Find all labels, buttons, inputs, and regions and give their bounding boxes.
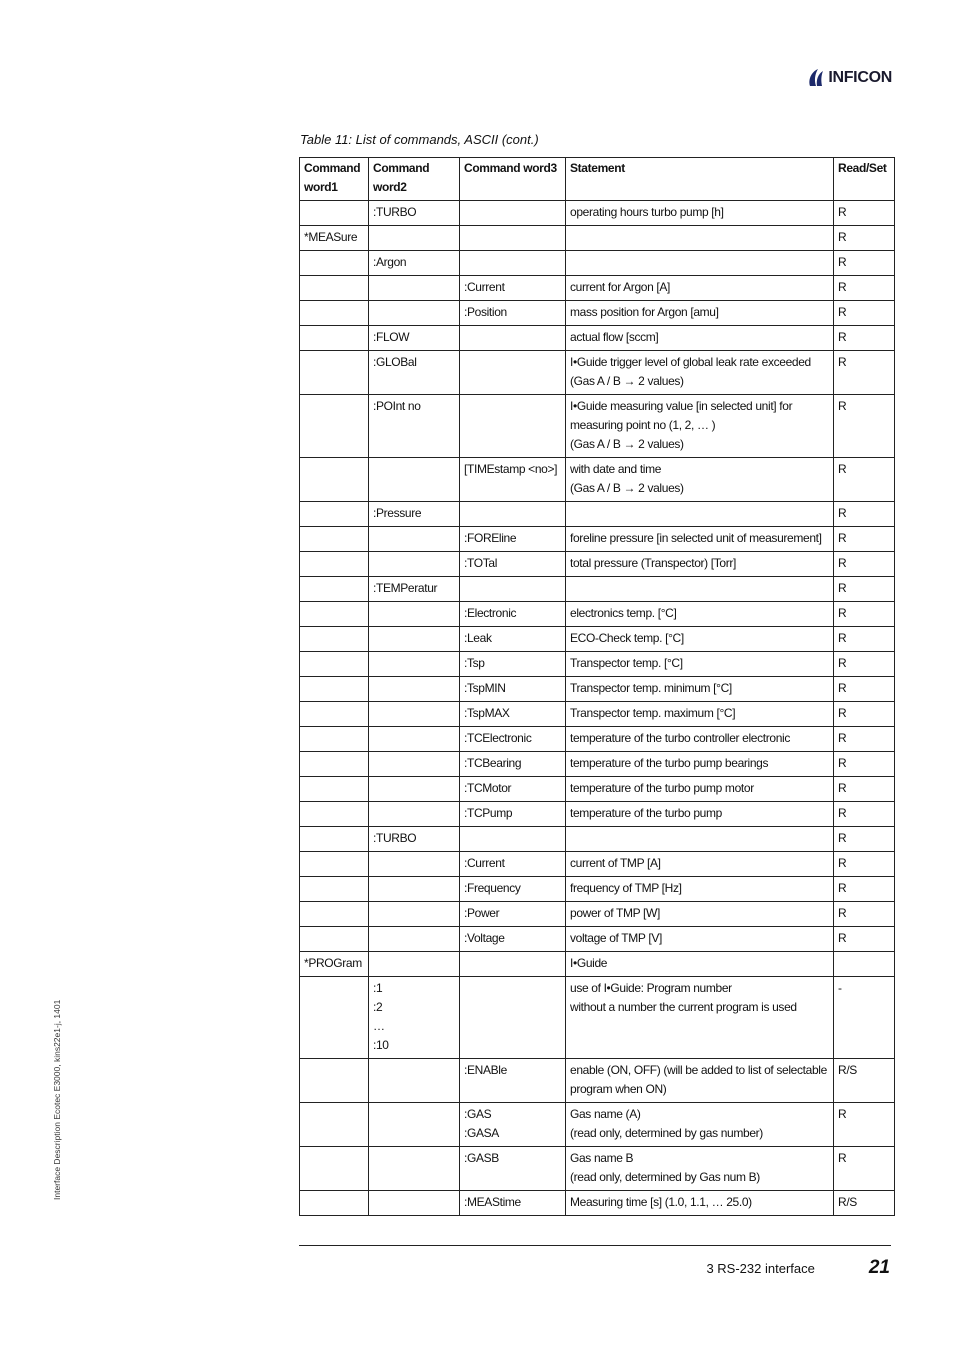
table-cell: :Position [460, 301, 566, 326]
brand-name: INFICON [828, 69, 892, 86]
table-cell [369, 1191, 460, 1216]
table-cell [369, 301, 460, 326]
table-cell: - [834, 977, 895, 1059]
table-cell: :TCPump [460, 802, 566, 827]
table-cell [460, 226, 566, 251]
table-cell: :GLOBal [369, 351, 460, 395]
table-cell [300, 702, 369, 727]
table-cell [369, 552, 460, 577]
table-cell [369, 952, 460, 977]
inficon-logo-icon [806, 66, 826, 90]
table-cell [300, 602, 369, 627]
table-cell: I•Guide [566, 952, 834, 977]
table-cell: R [834, 458, 895, 502]
table-cell: R [834, 827, 895, 852]
table-cell: R [834, 802, 895, 827]
table-cell: ECO-Check temp. [°C] [566, 627, 834, 652]
table-row [300, 827, 895, 852]
table-cell: with date and time (Gas A / B → 2 values) [566, 458, 834, 502]
table-row [300, 602, 895, 627]
table-cell [300, 577, 369, 602]
table-row [300, 877, 895, 902]
table-cell [460, 201, 566, 226]
table-row [300, 502, 895, 527]
table-cell: Measuring time [s] (1.0, 1.1, … 25.0) [566, 1191, 834, 1216]
table-cell: temperature of the turbo pump [566, 802, 834, 827]
table-cell: *PROGram [300, 952, 369, 977]
table-cell: R [834, 752, 895, 777]
table-row [300, 1147, 895, 1191]
table-cell: :GAS :GASA [460, 1103, 566, 1147]
table-cell: Transpector temp. minimum [°C] [566, 677, 834, 702]
table-cell: R [834, 1147, 895, 1191]
table-cell: :TCBearing [460, 752, 566, 777]
table-cell [300, 527, 369, 552]
table-cell [460, 977, 566, 1059]
table-cell: R [834, 852, 895, 877]
table-cell: :FLOW [369, 326, 460, 351]
table-cell [460, 351, 566, 395]
table-cell [300, 251, 369, 276]
table-cell: :TURBO [369, 201, 460, 226]
table-cell [300, 552, 369, 577]
table-cell [369, 1059, 460, 1103]
table-cell [460, 577, 566, 602]
table-cell: R [834, 577, 895, 602]
table-caption: Table 11: List of commands, ASCII (cont.) [300, 132, 539, 147]
table-cell: :FOREline [460, 527, 566, 552]
column-header: Command word3 [460, 158, 566, 201]
table-row [300, 727, 895, 752]
table-row [300, 627, 895, 652]
table-cell [300, 852, 369, 877]
table-cell [460, 326, 566, 351]
table-cell: :Current [460, 852, 566, 877]
table-row [300, 977, 895, 1059]
table-cell [369, 852, 460, 877]
table-cell: temperature of the turbo controller electronic [566, 727, 834, 752]
table-cell [300, 827, 369, 852]
table-cell: foreline pressure [in selected unit of measurement] [566, 527, 834, 552]
table-cell [369, 627, 460, 652]
table-cell [369, 1147, 460, 1191]
table-cell: :ENABle [460, 1059, 566, 1103]
table-cell: :Pressure [369, 502, 460, 527]
table-cell: :Voltage [460, 927, 566, 952]
table-cell [300, 902, 369, 927]
table-row [300, 1191, 895, 1216]
table-row [300, 201, 895, 226]
table-cell: R [834, 927, 895, 952]
table-cell: R [834, 226, 895, 251]
table-cell [566, 226, 834, 251]
table-cell [460, 251, 566, 276]
table-row [300, 351, 895, 395]
table-cell: power of TMP [W] [566, 902, 834, 927]
table-cell: R/S [834, 1191, 895, 1216]
table-row [300, 702, 895, 727]
table-row [300, 395, 895, 458]
table-cell [300, 727, 369, 752]
table-row [300, 527, 895, 552]
table-row [300, 276, 895, 301]
table-cell: temperature of the turbo pump motor [566, 777, 834, 802]
table-body [300, 201, 895, 1216]
table-cell [369, 527, 460, 552]
table-cell: [TIMEstamp <no>] [460, 458, 566, 502]
commands-table [299, 157, 895, 1216]
table-cell: R [834, 602, 895, 627]
table-cell [300, 1191, 369, 1216]
table-cell [369, 777, 460, 802]
table-cell: current of TMP [A] [566, 852, 834, 877]
table-cell: Transpector temp. maximum [°C] [566, 702, 834, 727]
table-cell: :TURBO [369, 827, 460, 852]
table-row [300, 301, 895, 326]
table-row [300, 1103, 895, 1147]
table-cell: :POInt no [369, 395, 460, 458]
table-cell: :Power [460, 902, 566, 927]
table-cell: R/S [834, 1059, 895, 1103]
table-cell: :Argon [369, 251, 460, 276]
table-cell: electronics temp. [°C] [566, 602, 834, 627]
table-cell [300, 802, 369, 827]
table-row [300, 777, 895, 802]
table-cell [300, 395, 369, 458]
table-cell: :1 :2 … :10 [369, 977, 460, 1059]
table-cell: :TspMIN [460, 677, 566, 702]
table-cell [300, 458, 369, 502]
table-cell [369, 927, 460, 952]
document-reference: Interface Description Ecotec E3000, kins22e1-j, 1401 [52, 999, 62, 1200]
table-cell [300, 276, 369, 301]
table-cell [369, 902, 460, 927]
table-cell: current for Argon [A] [566, 276, 834, 301]
table-header-row [300, 158, 895, 201]
table-cell: R [834, 552, 895, 577]
table-cell: total pressure (Transpector) [Torr] [566, 552, 834, 577]
table-cell: :MEAStime [460, 1191, 566, 1216]
table-row [300, 852, 895, 877]
table-cell: R [834, 527, 895, 552]
table-row [300, 326, 895, 351]
table-cell [566, 502, 834, 527]
brand-logo [806, 66, 892, 90]
table-cell: :TEMPeratur [369, 577, 460, 602]
table-cell: R [834, 201, 895, 226]
table-cell: mass position for Argon [amu] [566, 301, 834, 326]
footer-divider [299, 1245, 891, 1246]
chapter-title: 3 RS-232 interface [706, 1261, 815, 1276]
table-cell [300, 326, 369, 351]
table-cell [300, 1103, 369, 1147]
table-cell [300, 201, 369, 226]
table-cell: Gas name B (read only, determined by Gas num B) [566, 1147, 834, 1191]
table-cell: R [834, 502, 895, 527]
table-cell: :Frequency [460, 877, 566, 902]
table-cell [369, 702, 460, 727]
table-cell [300, 927, 369, 952]
table-cell [566, 251, 834, 276]
table-cell: R [834, 902, 895, 927]
table-cell [369, 1103, 460, 1147]
table-cell [300, 1147, 369, 1191]
table-cell [460, 952, 566, 977]
table-row [300, 677, 895, 702]
table-cell [460, 502, 566, 527]
table-cell: R [834, 727, 895, 752]
table-cell [300, 977, 369, 1059]
table-cell: enable (ON, OFF) (will be added to list of selectable program when ON) [566, 1059, 834, 1103]
table-cell [566, 577, 834, 602]
table-cell: R [834, 251, 895, 276]
table-cell: *MEASure [300, 226, 369, 251]
table-cell: R [834, 301, 895, 326]
table-cell: frequency of TMP [Hz] [566, 877, 834, 902]
column-header: Command word1 [300, 158, 369, 201]
table-cell: :TspMAX [460, 702, 566, 727]
table-row [300, 1059, 895, 1103]
table-cell: R [834, 777, 895, 802]
table-cell: :GASB [460, 1147, 566, 1191]
table-cell: use of I•Guide: Program number without a number the current program is used [566, 977, 834, 1059]
table-cell [834, 952, 895, 977]
table-row [300, 226, 895, 251]
column-header: Statement [566, 158, 834, 201]
table-cell: R [834, 877, 895, 902]
page-footer [706, 1257, 890, 1279]
table-cell [369, 276, 460, 301]
table-cell [460, 395, 566, 458]
column-header: Command word2 [369, 158, 460, 201]
table-cell: :TCElectronic [460, 727, 566, 752]
table-cell: actual flow [sccm] [566, 326, 834, 351]
table-cell: :Current [460, 276, 566, 301]
table-cell [369, 752, 460, 777]
table-row [300, 251, 895, 276]
table-cell: :Tsp [460, 652, 566, 677]
table-cell: R [834, 276, 895, 301]
table-cell [369, 877, 460, 902]
table-cell: :TCMotor [460, 777, 566, 802]
table-cell [300, 502, 369, 527]
table-cell [300, 1059, 369, 1103]
table-cell: R [834, 395, 895, 458]
table-cell: operating hours turbo pump [h] [566, 201, 834, 226]
table-cell [369, 602, 460, 627]
table-cell: R [834, 702, 895, 727]
table-cell [300, 301, 369, 326]
table-cell [300, 777, 369, 802]
page-number: 21 [868, 1257, 890, 1278]
table-row [300, 927, 895, 952]
table-row [300, 577, 895, 602]
table-row [300, 802, 895, 827]
table-cell: R [834, 627, 895, 652]
table-cell [369, 802, 460, 827]
table-cell [369, 652, 460, 677]
table-row [300, 952, 895, 977]
table-cell [300, 652, 369, 677]
table-cell: voltage of TMP [V] [566, 927, 834, 952]
table-cell: R [834, 351, 895, 395]
table-cell [369, 677, 460, 702]
table-cell [460, 827, 566, 852]
table-cell [300, 877, 369, 902]
table-cell [369, 727, 460, 752]
table-cell: :Leak [460, 627, 566, 652]
table-cell: :Electronic [460, 602, 566, 627]
table-cell: Transpector temp. [°C] [566, 652, 834, 677]
table-cell [300, 752, 369, 777]
table-cell: I•Guide trigger level of global leak rate exceeded (Gas A / B → 2 values) [566, 351, 834, 395]
table-row [300, 652, 895, 677]
table-cell: temperature of the turbo pump bearings [566, 752, 834, 777]
table-cell [566, 827, 834, 852]
table-cell: R [834, 326, 895, 351]
table-cell: :TOTal [460, 552, 566, 577]
table-cell: Gas name (A) (read only, determined by gas number) [566, 1103, 834, 1147]
table-cell: R [834, 1103, 895, 1147]
table-cell [300, 351, 369, 395]
table-cell [300, 627, 369, 652]
table-cell [369, 458, 460, 502]
table-cell: R [834, 652, 895, 677]
table-cell [369, 226, 460, 251]
table-cell: I•Guide measuring value [in selected unit] for measuring point no (1, 2, … ) (Gas A / B → 2 values) [566, 395, 834, 458]
table-row [300, 552, 895, 577]
table-row [300, 752, 895, 777]
table-cell: R [834, 677, 895, 702]
table-row [300, 902, 895, 927]
table-cell [300, 677, 369, 702]
column-header: Read/Set [834, 158, 895, 201]
table-row [300, 458, 895, 502]
